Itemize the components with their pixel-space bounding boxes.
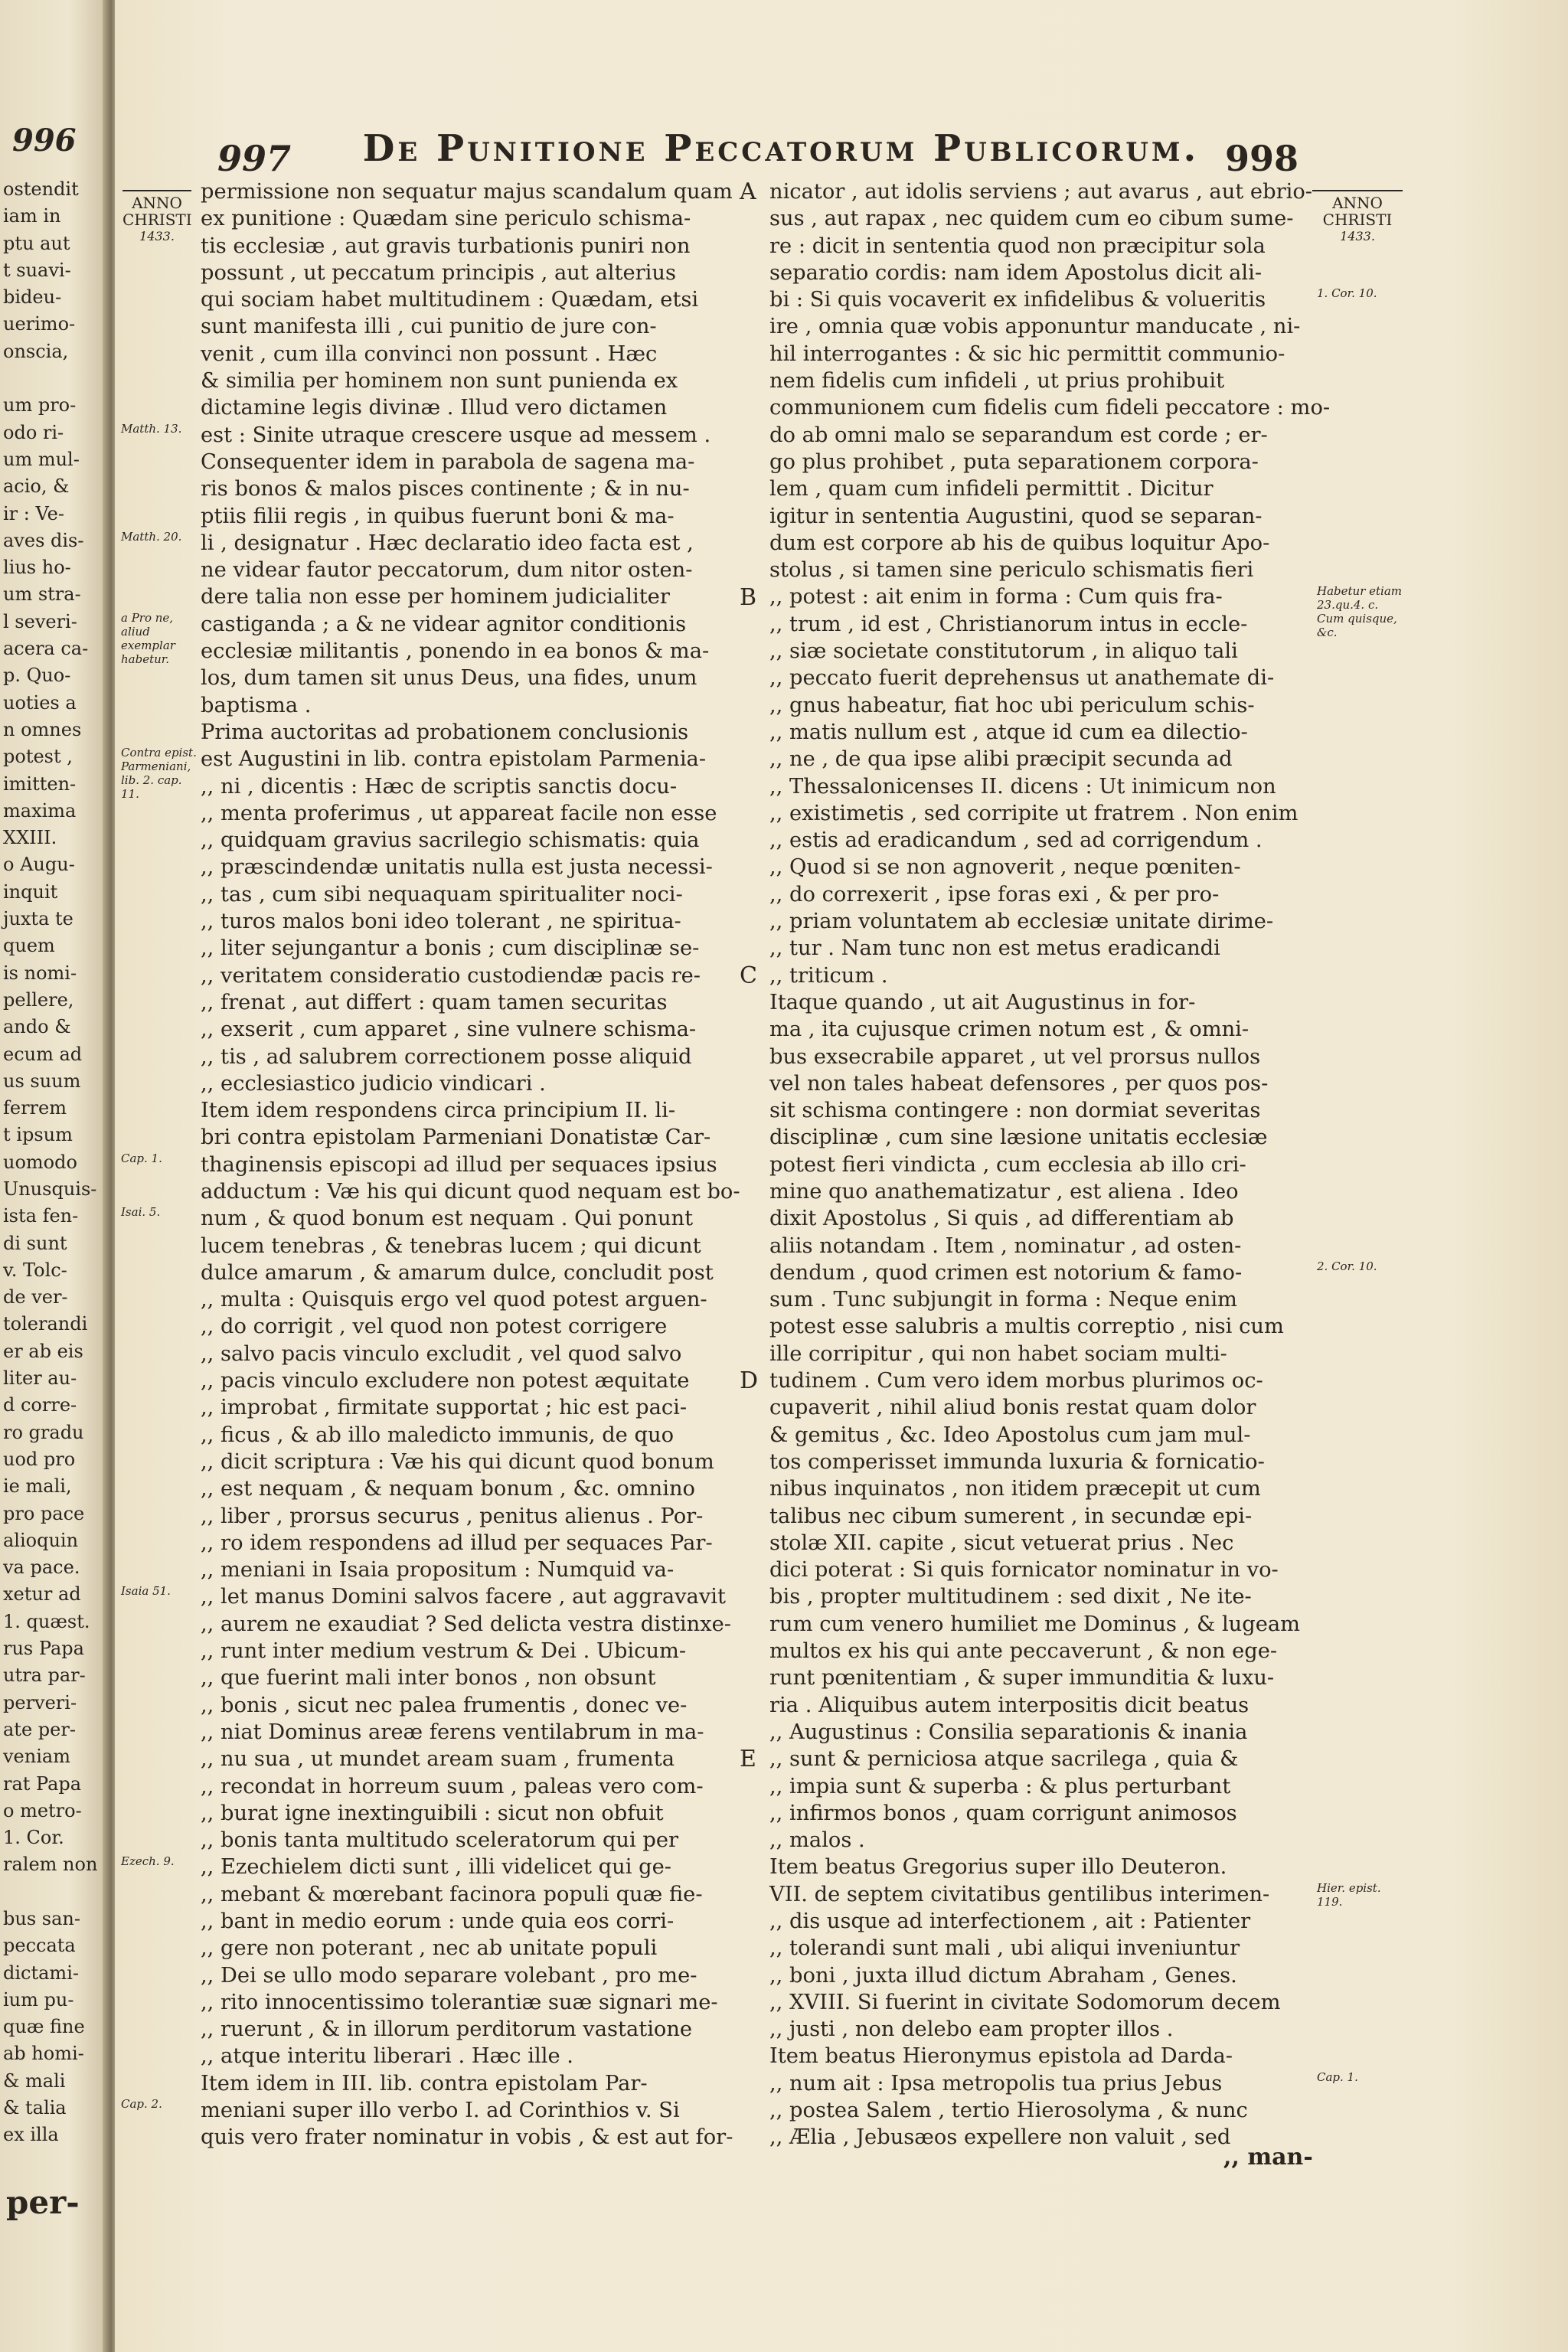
- text-line: ,, runt inter medium vestrum & Dei . Ubicum-: [201, 1639, 687, 1664]
- left-page-line: veniam: [3, 1746, 70, 1768]
- text-line: ,, ni , dicentis : Hæc de scriptis sanctis docu-: [201, 774, 678, 799]
- left-page-line: us suum: [3, 1070, 81, 1092]
- left-page-line: bus san-: [3, 1908, 80, 1929]
- text-line: potest esse salubris a multis correptio , nisi cum: [769, 1315, 1284, 1339]
- text-line: ,, malos .: [769, 1828, 865, 1853]
- text-line: baptisma .: [201, 693, 312, 717]
- running-title: De Punitione Peccatorum Publicorum.: [362, 127, 1200, 170]
- left-page-line: ate per-: [3, 1718, 76, 1740]
- text-line: dici poterat : Si quis fornicator nominatur in vo-: [769, 1558, 1279, 1583]
- text-line: dum est corpore ab his de quibus loquitur Apo-: [769, 531, 1270, 555]
- catchword: ,, man-: [1223, 2144, 1313, 2171]
- text-line: stolæ XII. capite , sicut vetuerat prius . Nec: [769, 1530, 1234, 1555]
- left-page-line: juxta te: [3, 908, 74, 930]
- text-line: ,, Augustinus : Consilia separationis & inania: [769, 1720, 1248, 1744]
- text-line: ,, XVIII. Si fuerint in civitate Sodomorum decem: [769, 1990, 1281, 2014]
- left-page-line: dictami-: [3, 1962, 79, 1984]
- text-line: ,, menta proferimus , ut appareat facile non esse: [201, 801, 717, 825]
- left-page-line: l severi-: [3, 610, 77, 632]
- text-line: ,, est nequam , & nequam bonum , &c. omnino: [201, 1477, 695, 1501]
- text-line: ille corripitur , qui non habet sociam multi-: [769, 1341, 1227, 1366]
- text-line: ris bonos & malos pisces continente ; & in nu-: [201, 477, 690, 501]
- text-line: igitur in sententia Augustini, quod se separan-: [769, 504, 1263, 528]
- text-line: tis ecclesiæ , aut gravis turbationis puniri non: [201, 234, 691, 258]
- left-page-line: um stra-: [3, 583, 81, 606]
- text-line: ,, salvo pacis vinculo excludit , vel quod salvo: [201, 1341, 682, 1366]
- text-line: dendum , quod crimen est notorium & famo-: [769, 1260, 1243, 1285]
- left-page-line: um pro-: [3, 394, 77, 416]
- text-line: dere talia non esse per hominem judicialiter: [201, 585, 670, 609]
- left-page-line: pro pace: [3, 1502, 85, 1524]
- text-line: stolus , si tamen sine periculo schismatis fieri: [769, 558, 1254, 583]
- left-page-line: uoties a: [3, 691, 77, 714]
- text-line: Consequenter idem in parabola de sagena ma-: [201, 449, 695, 474]
- text-line: ,, boni , juxta illud dictum Abraham , Genes.: [769, 1963, 1237, 1988]
- left-page-catch: per-: [6, 2184, 80, 2221]
- left-page-line: va pace.: [3, 1557, 80, 1579]
- left-page-line: p. Quo-: [3, 665, 71, 687]
- text-line: potest fieri vindicta , cum ecclesia ab illo cri-: [769, 1152, 1246, 1177]
- text-line: ,, frenat , aut differt : quam tamen securitas: [201, 990, 668, 1014]
- text-line: ,, do correxerit , ipse foras exi , & per pro-: [769, 882, 1220, 906]
- left-page-line: onscia,: [3, 340, 69, 362]
- text-line: nibus inquinatos , non itidem præcepit ut cum: [769, 1477, 1261, 1501]
- text-line: qui sociam habet multitudinem : Quædam, etsi: [201, 288, 699, 312]
- text-line: ,, ro idem respondens ad illud per sequaces Par-: [201, 1530, 713, 1555]
- text-line: ,, ne , de qua ipse alibi præcipit secunda ad: [769, 747, 1233, 772]
- text-line: ,, recondat in horreum suum , paleas vero com-: [201, 1774, 704, 1798]
- text-line: ,, liber , prorsus securus , penitus alienus . Por-: [201, 1504, 704, 1528]
- text-line: ,, burat igne inextinguibili : sicut non obfuit: [201, 1801, 664, 1825]
- page-header: [115, 122, 1568, 179]
- text-line: thaginensis episcopi ad illud per sequaces ipsius: [201, 1152, 717, 1177]
- text-line: ecclesiæ militantis , ponendo in ea bonos & ma-: [201, 639, 710, 664]
- left-page-line: ecum ad: [3, 1043, 83, 1065]
- text-line: meniani super illo verbo I. ad Corinthios v. Si: [201, 2099, 680, 2123]
- text-line: ,, nu sua , ut mundet aream suam , frumenta: [201, 1747, 675, 1772]
- text-line: bis , propter multitudinem : sed dixit , Ne ite-: [769, 1585, 1252, 1609]
- text-line: ,, estis ad eradicandum , sed ad corrigendum .: [769, 828, 1263, 853]
- text-line: sus , aut rapax , nec quidem cum eo cibum sume-: [769, 207, 1294, 231]
- left-page-line: 1. Cor.: [3, 1827, 64, 1849]
- text-line: ,, Ælia , Jebusæos expellere non valuit , sed: [769, 2125, 1231, 2150]
- text-line: ex punitione : Quædam sine periculo schisma-: [201, 207, 691, 231]
- margin-note-left: Matth. 13.: [121, 421, 182, 436]
- text-line: nicator , aut idolis serviens ; aut avarus , aut ebrio-: [769, 180, 1312, 204]
- left-page-line: iam in: [3, 205, 61, 227]
- left-page-line: ptu aut: [3, 232, 70, 254]
- text-line: ,, peccato fuerit deprehensus ut anathemate di-: [769, 666, 1275, 691]
- left-page-line: perveri-: [3, 1691, 77, 1713]
- margin-note-left: a Pro ne, aliud exemplar habetur.: [121, 610, 175, 666]
- left-page-line: d corre-: [3, 1394, 77, 1416]
- text-line: est : Sinite utraque crescere usque ad messem .: [201, 423, 711, 447]
- text-line: ,, meniani in Isaia propositum : Numquid va-: [201, 1558, 675, 1583]
- left-page-line: quæ fine: [3, 2016, 85, 2038]
- text-line: ,, dis usque ad interfectionem , ait : Patienter: [769, 1909, 1251, 1933]
- left-page-line: is nomi-: [3, 962, 77, 984]
- text-line: do ab omni malo se separandum est corde ; er-: [769, 423, 1268, 447]
- left-page-line: 1. quæst.: [3, 1610, 90, 1632]
- left-page-line: ralem non: [3, 1854, 98, 1876]
- text-line: ,, Thessalonicenses II. dicens : Ut inimicum non: [769, 774, 1276, 799]
- page-number-left: 997: [217, 138, 292, 179]
- text-line: VII. de septem civitatibus gentilibus interimen-: [769, 1882, 1270, 1906]
- margin-note-left: Contra epist. Parmeniani, lib. 2. cap. 11.: [121, 746, 197, 802]
- text-line: ,, postea Salem , tertio Hierosolyma , & nunc: [769, 2099, 1248, 2123]
- left-page-line: [3, 1879, 87, 1906]
- left-page-line: ir : Ve-: [3, 502, 64, 524]
- text-line: ,, trum , id est , Christianorum intus in eccle-: [769, 612, 1248, 636]
- section-letter: E: [740, 1746, 756, 1773]
- left-page-line: acio, &: [3, 475, 70, 498]
- text-line: sunt manifesta illi , cui punitio de jure con-: [201, 315, 657, 339]
- left-page-text: [3, 176, 98, 2149]
- left-page-line: n omnes: [3, 718, 82, 740]
- anno-year: 1433.: [139, 229, 175, 243]
- text-line: aliis notandam . Item , nominatur , ad osten-: [769, 1233, 1242, 1258]
- text-line: ,, turos malos boni ideo tolerant , ne spiritua-: [201, 910, 681, 934]
- text-line: ,, bonis tanta multitudo sceleratorum qui per: [201, 1828, 679, 1853]
- left-page-line: potest ,: [3, 746, 73, 768]
- left-page-line: XXIII.: [3, 827, 57, 849]
- text-line: runt pœnitentiam , & super immunditia & luxu-: [769, 1666, 1275, 1690]
- text-line: li , designatur . Hæc declaratio ideo facta est ,: [201, 531, 694, 555]
- left-page-line: utra par-: [3, 1664, 86, 1687]
- left-page-line: ferrem: [3, 1097, 67, 1119]
- section-letter: D: [740, 1367, 759, 1395]
- text-line: ,, existimetis , sed corripite ut fratrem . Non enim: [769, 801, 1298, 825]
- text-line: ,, priam voluntatem ab ecclesiæ unitate dirime-: [769, 910, 1274, 934]
- text-line: ,, Dei se ullo modo separare volebant , pro me-: [201, 1963, 697, 1988]
- text-line: lem , quam cum infideli permittit . Dicitur: [769, 477, 1214, 501]
- text-line: multos ex his qui ante peccaverunt , & non ege-: [769, 1639, 1278, 1664]
- left-page-line: lius ho-: [3, 557, 71, 579]
- left-page-line: liter au-: [3, 1367, 77, 1390]
- left-page-line: inquit: [3, 880, 58, 903]
- left-page-line: t ipsum: [3, 1124, 73, 1146]
- anno-label: ANNO CHRISTI: [122, 194, 192, 229]
- left-page-line: ista fen-: [3, 1205, 79, 1227]
- text-line: ,, præscindendæ unitatis nulla est justa necessi-: [201, 855, 713, 880]
- text-line: go plus prohibet , puta separationem corpora-: [769, 449, 1259, 474]
- text-line: sum . Tunc subjungit in forma : Neque enim: [769, 1288, 1237, 1312]
- text-line: ,, ecclesiastico judicio vindicari .: [201, 1071, 546, 1096]
- text-line: possunt , ut peccatum principis , aut alterius: [201, 260, 676, 285]
- left-page-line: & mali: [3, 2069, 66, 2092]
- text-line: Prima auctoritas ad probationem conclusionis: [201, 720, 689, 744]
- left-page-line: o Augu-: [3, 854, 75, 876]
- text-line: ,, mebant & mœrebant facinora populi quæ fie-: [201, 1882, 703, 1906]
- text-line: ire , omnia quæ vobis apponuntur manducate , ni-: [769, 315, 1301, 339]
- text-line: ,, triticum .: [769, 963, 888, 988]
- anno-christi-right: [1312, 190, 1403, 245]
- text-line: ,, let manus Domini salvos facere , aut aggravavit: [201, 1585, 726, 1609]
- left-page-line: Unusquis-: [3, 1178, 97, 1200]
- text-line: hil interrogantes : & sic hic permittit communio-: [769, 341, 1285, 366]
- text-line: Item beatus Gregorius super illo Deuteron.: [769, 1855, 1227, 1880]
- text-line: ,, tur . Nam tunc non est metus eradicandi: [769, 936, 1220, 961]
- text-line: venit , cum illa convinci non possunt . Hæc: [201, 341, 658, 366]
- left-page-line: ro gradu: [3, 1421, 84, 1443]
- text-line: ,, exserit , cum apparet , sine vulnere schisma-: [201, 1018, 697, 1042]
- margin-note-left: Ezech. 9.: [121, 1854, 175, 1868]
- text-line: ,, ruerunt , & in illorum perditorum vastatione: [201, 2017, 693, 2042]
- margin-note-left: Cap. 2.: [121, 2097, 162, 2112]
- text-line: ,, sunt & perniciosa atque sacrilega , quia &: [769, 1747, 1239, 1772]
- text-line: ,, siæ societate constitutorum , in aliquo tali: [769, 639, 1238, 664]
- left-page-line: ex illa: [3, 2124, 59, 2146]
- right-page: [115, 0, 1568, 2352]
- anno-christi-left: [122, 190, 191, 245]
- left-page-line: ab homi-: [3, 2043, 84, 2065]
- text-line: & gemitus , &c. Ideo Apostolus cum jam mul-: [769, 1423, 1251, 1447]
- left-page-line: uomodo: [3, 1151, 77, 1173]
- left-page-line: ie mali,: [3, 1475, 72, 1498]
- left-page-line: rus Papa: [3, 1638, 84, 1660]
- text-line: ne videar fautor peccatorum, dum nitor osten-: [201, 558, 693, 583]
- text-line: communionem cum fidelis cum fideli peccatore : mo-: [769, 396, 1331, 420]
- left-page-line: acera ca-: [3, 638, 89, 660]
- left-page-line: ium pu-: [3, 1988, 74, 2011]
- text-line: los, dum tamen sit unus Deus, una fides, unum: [201, 666, 697, 691]
- text-line: ,, justi , non delebo eam propter illos .: [769, 2017, 1174, 2042]
- text-line: ,, impia sunt & superba : & plus perturbant: [769, 1774, 1231, 1798]
- text-line: rum cum venero humiliet me Dominus , & lugeam: [769, 1612, 1301, 1636]
- text-line: castiganda ; a & ne videar agnitor conditionis: [201, 612, 687, 636]
- text-line: ,, ficus , & ab illo maledicto immunis, de quo: [201, 1423, 675, 1447]
- left-page-line: peccata: [3, 1935, 76, 1957]
- left-page-line: er ab eis: [3, 1340, 83, 1362]
- text-line: ,, potest : ait enim in forma : Cum quis fra-: [769, 585, 1223, 609]
- margin-note-left: Matth. 20.: [121, 529, 182, 544]
- text-line: Itaque quando , ut ait Augustinus in for-: [769, 990, 1196, 1014]
- left-page-line: ostendit: [3, 178, 79, 200]
- text-line: Item idem in III. lib. contra epistolam Par-: [201, 2071, 648, 2096]
- text-line: ,, bonis , sicut nec palea frumentis , donec ve-: [201, 1693, 688, 1717]
- left-page-edge: [0, 0, 115, 2352]
- section-letter: B: [740, 583, 757, 611]
- text-line: re : dicit in sententia quod non præcipitur sola: [769, 234, 1266, 258]
- text-line: adductum : Væ his qui dicunt quod nequam est bo-: [201, 1179, 740, 1204]
- text-line: ptiis filii regis , in quibus fuerunt boni & ma-: [201, 504, 675, 528]
- text-line: ,, dicit scriptura : Væ his qui dicunt quod bonum: [201, 1449, 714, 1474]
- text-line: ,, Quod si se non agnoverit , neque pœniten-: [769, 855, 1241, 880]
- text-line: mine quo anathematizatur , est aliena . Ideo: [769, 1179, 1239, 1204]
- text-line: ,, num ait : Ipsa metropolis tua prius Jebus: [769, 2071, 1223, 2096]
- left-page-line: alioquin: [3, 1529, 79, 1551]
- left-page-line: maxima: [3, 799, 77, 822]
- section-letter: A: [740, 178, 756, 205]
- text-line: ,, rito innocentissimo tolerantiæ suæ signari me-: [201, 1990, 718, 2014]
- left-page-line: uod pro: [3, 1448, 76, 1470]
- text-line: ,, tas , cum sibi nequaquam spiritualiter noci-: [201, 882, 683, 906]
- left-page-line: rat Papa: [3, 1772, 82, 1795]
- text-line: ,, niat Dominus areæ ferens ventilabrum in ma-: [201, 1720, 704, 1744]
- left-page-line: imitten-: [3, 773, 77, 795]
- left-page-line: um mul-: [3, 448, 80, 470]
- text-line: ,, aurem ne exaudiat ? Sed delicta vestra distinxe-: [201, 1612, 732, 1636]
- left-page-line: tolerandi: [3, 1313, 88, 1335]
- left-page-line: [3, 365, 87, 392]
- text-line: ,, atque interitu liberari . Hæc ille .: [201, 2044, 573, 2069]
- left-page-line: quem: [3, 935, 55, 957]
- text-line: ,, gnus habeatur, fiat hoc ubi periculum schis-: [769, 693, 1255, 717]
- text-line: ,, multa : Quisquis ergo vel quod potest arguen-: [201, 1288, 707, 1312]
- text-line: permissione non sequatur majus scandalum quam: [201, 180, 733, 204]
- text-line: ,, que fuerint mali inter bonos , non obsunt: [201, 1666, 656, 1690]
- text-line: Item beatus Hieronymus epistola ad Darda-: [769, 2044, 1233, 2069]
- left-page-line: uerimo-: [3, 313, 76, 335]
- margin-note-right: Cap. 1.: [1317, 2070, 1358, 2084]
- text-line: ,, matis nullum est , atque id cum ea dilectio-: [769, 720, 1248, 744]
- margin-note-left: Isaia 51.: [121, 1583, 171, 1598]
- text-line: ,, tolerandi sunt mali , ubi aliqui inveniuntur: [769, 1936, 1240, 1961]
- text-line: Item idem respondens circa principium II. li-: [201, 1099, 676, 1123]
- text-line: dictamine legis divinæ . Illud vero dictamen: [201, 396, 668, 420]
- text-line: ,, pacis vinculo excludere non potest æquitate: [201, 1369, 690, 1393]
- text-line: cupaverit , nihil aliud bonis restat quam dolor: [769, 1396, 1256, 1420]
- right-text-column: [769, 178, 1331, 2151]
- text-line: bi : Si quis vocaverit ex infidelibus & volueritis: [769, 288, 1266, 312]
- left-text-column: [201, 178, 740, 2151]
- left-page-line: bideu-: [3, 286, 62, 309]
- text-line: ,, improbat , firmitate supportat ; hic est paci-: [201, 1396, 688, 1420]
- left-page-line: pellere,: [3, 988, 74, 1011]
- left-page-line: ando &: [3, 1016, 71, 1038]
- margin-note-left: Isai. 5.: [121, 1205, 161, 1220]
- text-line: ria . Aliquibus autem interpositis dicit beatus: [769, 1693, 1250, 1717]
- text-line: num , & quod bonum est nequam . Qui ponunt: [201, 1207, 694, 1231]
- text-line: sit schisma contingere : non dormiat severitas: [769, 1099, 1261, 1123]
- text-line: nem fidelis cum infideli , ut prius prohibuit: [769, 369, 1225, 394]
- page-number-right: 998: [1225, 138, 1299, 179]
- text-line: ,, veritatem consideratio custodiendæ pacis re-: [201, 963, 701, 988]
- left-page-number: 996: [12, 122, 77, 158]
- text-line: est Augustini in lib. contra epistolam Parmenia-: [201, 747, 707, 772]
- margin-note-left: Cap. 1.: [121, 1151, 162, 1165]
- left-page-line: o metro-: [3, 1799, 82, 1821]
- text-line: ,, tis , ad salubrem correctionem posse aliquid: [201, 1044, 692, 1069]
- section-letter: C: [740, 962, 757, 989]
- margin-note-right: 2. Cor. 10.: [1317, 1259, 1377, 1273]
- left-page-line: di sunt: [3, 1232, 67, 1254]
- text-line: quis vero frater nominatur in vobis , & est aut for-: [201, 2125, 733, 2150]
- text-line: ,, liter sejungantur a bonis ; cum disciplinæ se-: [201, 936, 700, 961]
- text-line: ma , ita cujusque crimen notum est , & omni-: [769, 1018, 1250, 1042]
- anno-label: ANNO CHRISTI: [1322, 194, 1393, 229]
- margin-note-right: Hier. epist. 119.: [1317, 1880, 1381, 1909]
- text-line: tos comperisset immunda luxuria & fornicatio-: [769, 1449, 1265, 1474]
- text-line: vel non tales habeat defensores , per quos pos-: [769, 1071, 1269, 1096]
- text-line: ,, gere non poterant , nec ab unitate populi: [201, 1936, 658, 1961]
- text-line: dulce amarum , & amarum dulce, concludit post: [201, 1260, 714, 1285]
- text-line: ,, infirmos bonos , quam corrigunt animosos: [769, 1801, 1237, 1825]
- text-line: bus exsecrabile apparet , ut vel prorsus nullos: [769, 1044, 1261, 1069]
- left-page-line: v. Tolc-: [3, 1259, 67, 1281]
- text-line: ,, do corrigit , vel quod non potest corrigere: [201, 1315, 668, 1339]
- margin-note-right: 1. Cor. 10.: [1317, 286, 1377, 301]
- text-line: dixit Apostolus , Si quis , ad differentiam ab: [769, 1207, 1234, 1231]
- text-line: talibus nec cibum sumerent , in secundæ epi-: [769, 1504, 1253, 1528]
- text-line: ,, bant in medio eorum : unde quia eos corri-: [201, 1909, 675, 1933]
- text-line: ,, quidquam gravius sacrilegio schismatis: quia: [201, 828, 700, 853]
- left-page-line: & talia: [3, 2097, 67, 2119]
- left-page-line: aves dis-: [3, 529, 84, 551]
- text-line: & similia per hominem non sunt punienda ex: [201, 369, 678, 394]
- text-line: bri contra epistolam Parmeniani Donatistæ Car-: [201, 1125, 711, 1150]
- left-page-line: xetur ad: [3, 1583, 81, 1606]
- left-page-line: odo ri-: [3, 421, 64, 443]
- text-line: ,, Ezechielem dicti sunt , illi videlicet qui ge-: [201, 1855, 671, 1880]
- text-line: disciplinæ , cum sine læsione unitatis ecclesiæ: [769, 1125, 1268, 1150]
- left-page-line: t suavi-: [3, 259, 71, 281]
- left-page-line: de ver-: [3, 1286, 68, 1308]
- text-line: lucem tenebras , & tenebras lucem ; qui dicunt: [201, 1233, 701, 1258]
- margin-note-right: Habetur etiam 23.qu.4. c. Cum quisque, &c.: [1317, 583, 1402, 639]
- text-line: separatio cordis: nam idem Apostolus dicit ali-: [769, 260, 1263, 285]
- text-line: tudinem . Cum vero idem morbus plurimos oc-: [769, 1369, 1263, 1393]
- anno-year: 1433.: [1340, 229, 1375, 243]
